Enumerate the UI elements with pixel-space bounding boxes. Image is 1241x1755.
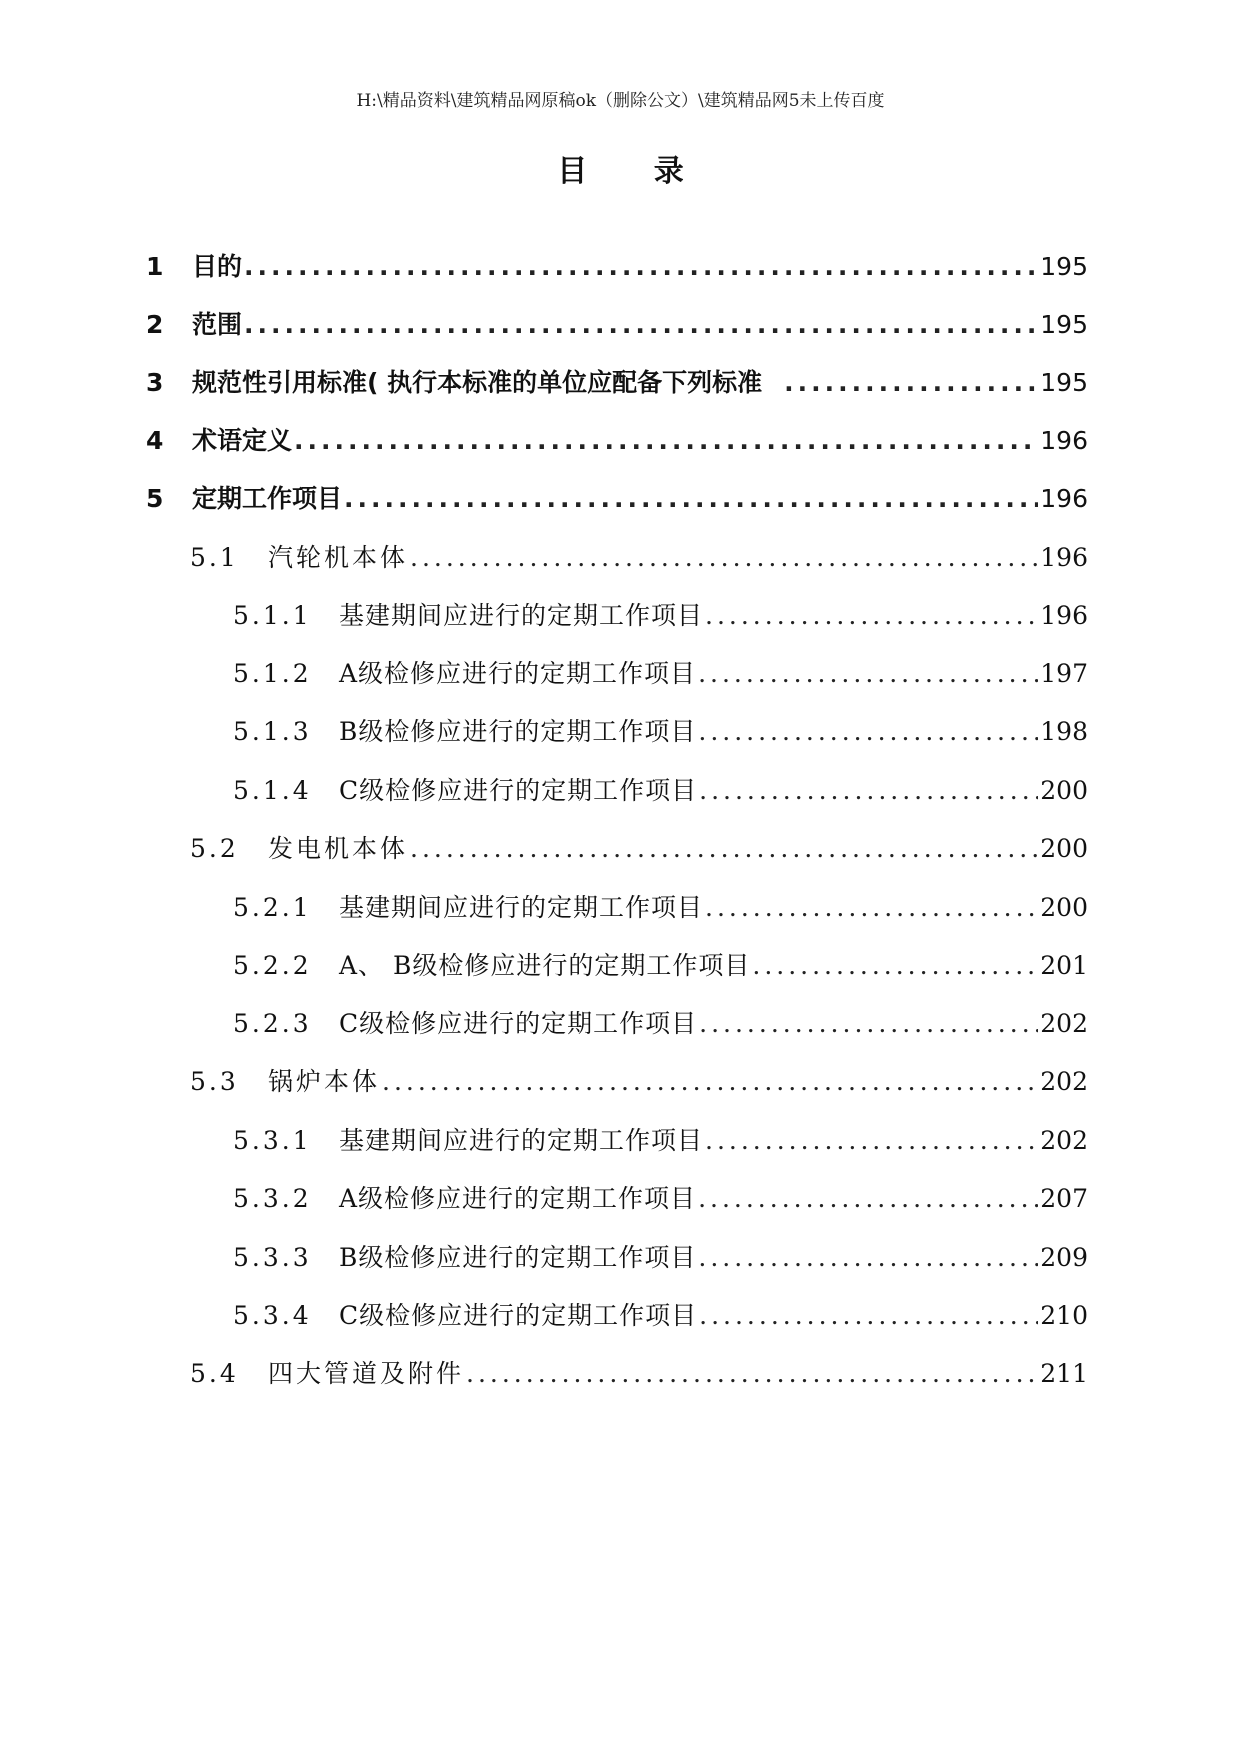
- toc-leader-dots: [410, 543, 1038, 572]
- toc-entry-label: 基建期间应进行的定期工作项目: [339, 1126, 704, 1155]
- toc-entry[interactable]: [233, 946, 1088, 986]
- toc-leader-dots: [699, 776, 1038, 805]
- toc-entry[interactable]: [233, 888, 1088, 928]
- toc-entry[interactable]: [233, 1238, 1088, 1278]
- toc-leader-dots: [698, 1243, 1038, 1272]
- toc-entry[interactable]: [233, 596, 1088, 636]
- toc-entry-page: 202: [1040, 1067, 1088, 1096]
- toc-entry-label: 规范性引用标准( 执行本标准的单位应配备下列标准: [192, 368, 763, 397]
- toc-leader-dots: [752, 951, 1038, 980]
- toc-entry[interactable]: [233, 1004, 1088, 1044]
- toc-entry[interactable]: [146, 421, 1088, 461]
- toc-leader-dots: [382, 1067, 1038, 1096]
- toc-entry-label: C级检修应进行的定期工作项目: [339, 1009, 698, 1038]
- toc-entry-label: 基建期间应进行的定期工作项目: [339, 893, 704, 922]
- toc-leader-dots: [410, 834, 1038, 863]
- toc-entry-page: 202: [1040, 1009, 1088, 1038]
- toc-entry-number: 5.3.4: [233, 1301, 312, 1330]
- toc-entry-label: A级检修应进行的定期工作项目: [339, 1184, 697, 1213]
- toc-title: 目 录: [557, 154, 712, 189]
- toc-entry-page: 200: [1040, 834, 1088, 863]
- toc-entry-number: 2: [146, 310, 164, 339]
- toc-entry-label: A级检修应进行的定期工作项目: [339, 659, 697, 688]
- toc-entry-number: 5.3.1: [233, 1126, 312, 1155]
- toc-entry-label: 定期工作项目: [192, 484, 343, 513]
- toc-entry-page: 195: [1040, 252, 1088, 281]
- toc-entry-label: C级检修应进行的定期工作项目: [339, 1301, 698, 1330]
- toc-entry-label: 目的: [192, 252, 243, 281]
- toc-entry[interactable]: [233, 1296, 1088, 1336]
- toc-leader-dots: [699, 1301, 1038, 1330]
- toc-entry[interactable]: [146, 247, 1088, 287]
- toc-entry-number: 5.4: [190, 1359, 239, 1388]
- toc-entry[interactable]: [233, 1179, 1088, 1219]
- toc-entry[interactable]: [146, 305, 1088, 345]
- toc-entry-label: 基建期间应进行的定期工作项目: [339, 601, 704, 630]
- toc-entry[interactable]: [233, 712, 1088, 752]
- toc-leader-dots: [705, 893, 1038, 922]
- toc-entry-page: 195: [1040, 368, 1088, 397]
- toc-entry-number: 5.1.2: [233, 659, 312, 688]
- toc-leader-dots: [705, 1126, 1038, 1155]
- toc-entry-label: B级检修应进行的定期工作项目: [339, 717, 697, 746]
- toc-entry[interactable]: [190, 538, 1088, 578]
- toc-entry-label: 发电机本体: [268, 834, 409, 863]
- toc-entry-page: 196: [1040, 484, 1088, 513]
- toc-leader-dots: [698, 717, 1038, 746]
- file-path-header: H:\精品资料\建筑精品网原稿ok（删除公文）\建筑精品网5未上传百度: [356, 91, 885, 111]
- toc-entry-number: 5.2: [190, 834, 239, 863]
- toc-entry-label: 四大管道及附件: [268, 1359, 465, 1388]
- toc-entry-number: 5: [146, 484, 164, 513]
- toc-entry-page: 196: [1040, 601, 1088, 630]
- toc-entry-number: 3: [146, 368, 164, 397]
- toc-entry-number: 5.2.3: [233, 1009, 312, 1038]
- toc-entry-page: 198: [1040, 717, 1088, 746]
- toc-entry-label: C级检修应进行的定期工作项目: [339, 776, 698, 805]
- toc-entry-page: 197: [1040, 659, 1088, 688]
- toc-entry[interactable]: [190, 1354, 1088, 1394]
- toc-entry-label: A、 B级检修应进行的定期工作项目: [339, 951, 751, 980]
- toc-entry-number: 5.2.1: [233, 893, 312, 922]
- toc-entry[interactable]: [190, 829, 1088, 869]
- toc-entry-page: 195: [1040, 310, 1088, 339]
- toc-entry-page: 201: [1040, 951, 1088, 980]
- toc-entry-page: 200: [1040, 893, 1088, 922]
- toc-entry[interactable]: [233, 1121, 1088, 1161]
- toc-leader-dots: [698, 659, 1038, 688]
- toc-entry-page: 202: [1040, 1126, 1088, 1155]
- toc-leader-dots: [344, 484, 1038, 513]
- toc-entry[interactable]: [146, 479, 1088, 519]
- toc-entry-number: 1: [146, 252, 164, 281]
- toc-entry-label: 术语定义: [192, 426, 293, 455]
- toc-entry[interactable]: [233, 654, 1088, 694]
- toc-entry-number: 5.2.2: [233, 951, 312, 980]
- toc-leader-dots: [294, 426, 1038, 455]
- toc-entry-page: 196: [1040, 426, 1088, 455]
- toc-entry-number: 5.1.3: [233, 717, 312, 746]
- toc-entry-page: 196: [1040, 543, 1088, 572]
- toc-entry-number: 5.3.3: [233, 1243, 312, 1272]
- toc-leader-dots: [705, 601, 1038, 630]
- toc-leader-dots: [784, 368, 1038, 397]
- toc-leader-dots: [466, 1359, 1038, 1388]
- toc-entry-label: B级检修应进行的定期工作项目: [339, 1243, 697, 1272]
- toc-leader-dots: [698, 1184, 1038, 1213]
- toc-entry-page: 209: [1040, 1243, 1088, 1272]
- toc-leader-dots: [244, 252, 1038, 281]
- toc-entry[interactable]: [233, 771, 1088, 811]
- toc-entry-number: 4: [146, 426, 164, 455]
- toc-entry-number: 5.3: [190, 1067, 239, 1096]
- toc-entry-number: 5.1.1: [233, 601, 312, 630]
- toc-entry[interactable]: [146, 363, 1088, 403]
- toc-entry-label: 汽轮机本体: [268, 543, 409, 572]
- toc-entry-page: 200: [1040, 776, 1088, 805]
- toc-leader-dots: [244, 310, 1038, 339]
- toc-entry[interactable]: [190, 1062, 1088, 1102]
- toc-entry-page: 207: [1040, 1184, 1088, 1213]
- toc-entry-number: 5.1: [190, 543, 239, 572]
- toc-entry-label: 锅炉本体: [268, 1067, 381, 1096]
- toc-entry-label: 范围: [192, 310, 243, 339]
- toc-entry-number: 5.1.4: [233, 776, 312, 805]
- toc-entry-page: 210: [1040, 1301, 1088, 1330]
- toc-entry-number: 5.3.2: [233, 1184, 312, 1213]
- toc-leader-dots: [699, 1009, 1038, 1038]
- toc-entry-page: 211: [1040, 1359, 1088, 1388]
